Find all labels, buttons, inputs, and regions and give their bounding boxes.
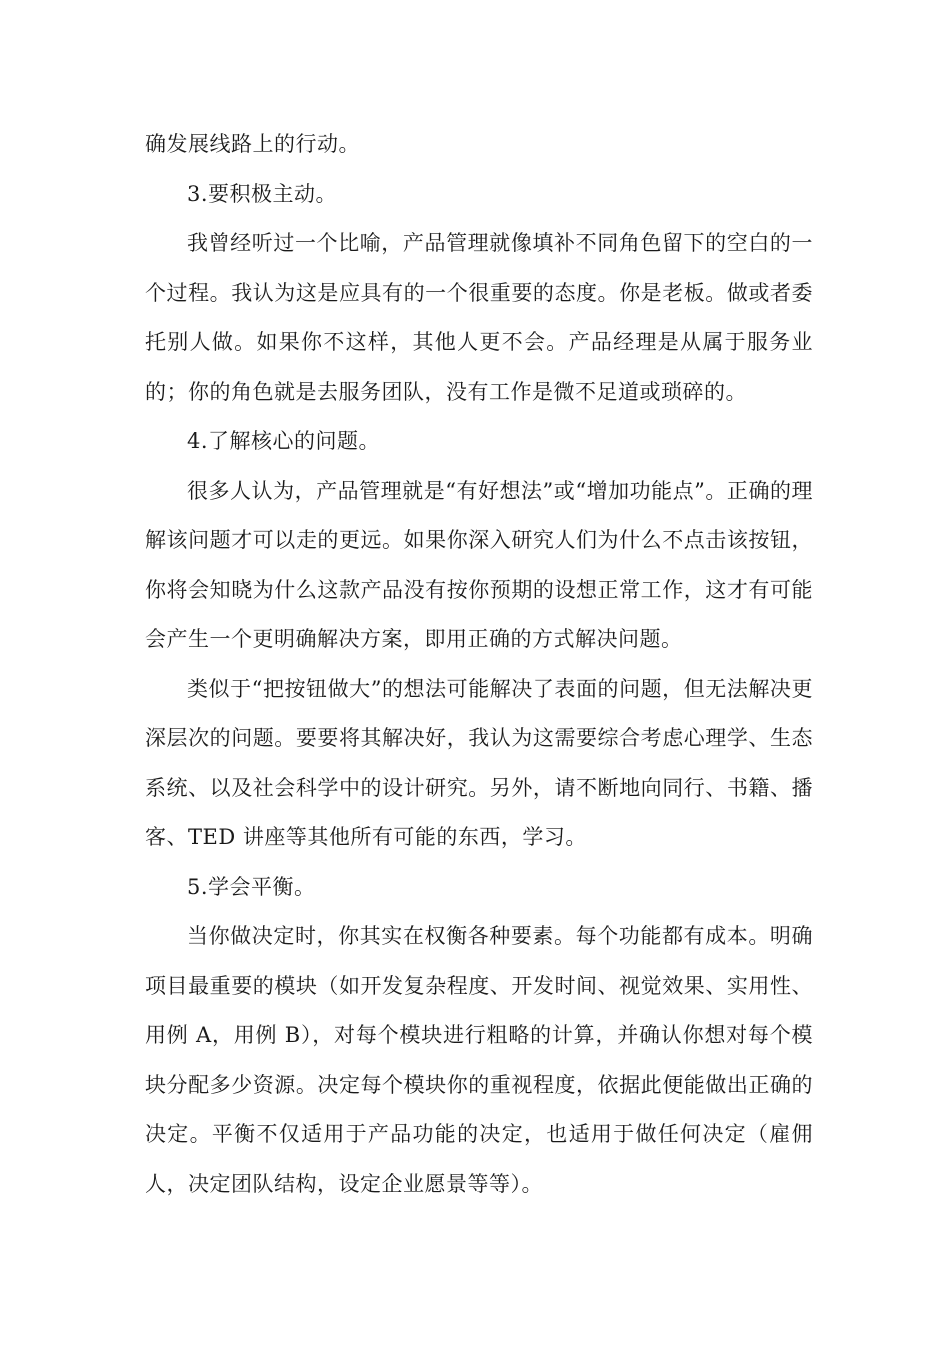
section-heading-5: 5.学会平衡。 — [187, 874, 316, 899]
section-heading-3: 3.要积极主动。 — [187, 181, 338, 206]
document-body — [145, 120, 813, 1209]
body-paragraph: 类似于“把按钮做大”的想法可能解决了表面的问题，但无法解决更深层次的问题。要要将其解决好，我认为这需要综合考虑心理学、生态系统、以及社会科学中的设计研究。另外，请不断地向同行、书籍、播客、TED 讲座等其他所有可能的东西，学习。 — [145, 676, 813, 849]
body-paragraph: 当你做决定时，你其实在权衡各种要素。每个功能都有成本。明确项目最重要的模块（如开发复杂程度、开发时间、视觉效果、实用性、用例 A，用例 B），对每个模块进行粗略的计算，并确认你想对每个模块分配多少资源。决定每个模块你的重视程度，依据此便能做出正确的决定。平衡不仅适用于产品功能的决定，也适用于做任何决定（雇佣人，决定团队结构，设定企业愿景等等）。 — [145, 924, 813, 1196]
continuation-paragraph: 确发展线路上的行动。 — [145, 132, 360, 156]
section-heading-4: 4.了解核心的问题。 — [187, 429, 381, 453]
body-paragraph: 很多人认为，产品管理就是“有好想法”或“增加功能点”。正确的理解该问题才可以走的更远。如果你深入研究人们为什么不点击该按钮，你将会知晓为什么这款产品没有按你预期的设想正常工作，这才有可能会产生一个更明确解决方案，即用正确的方式解决问题。 — [145, 478, 813, 651]
body-paragraph: 我曾经听过一个比喻，产品管理就像填补不同角色留下的空白的一个过程。我认为这是应具有的一个很重要的态度。你是老板。做或者委托别人做。如果你不这样，其他人更不会。产品经理是从属于服务业的；你的角色就是去服务团队，没有工作是微不足道或琐碎的。 — [145, 231, 813, 404]
